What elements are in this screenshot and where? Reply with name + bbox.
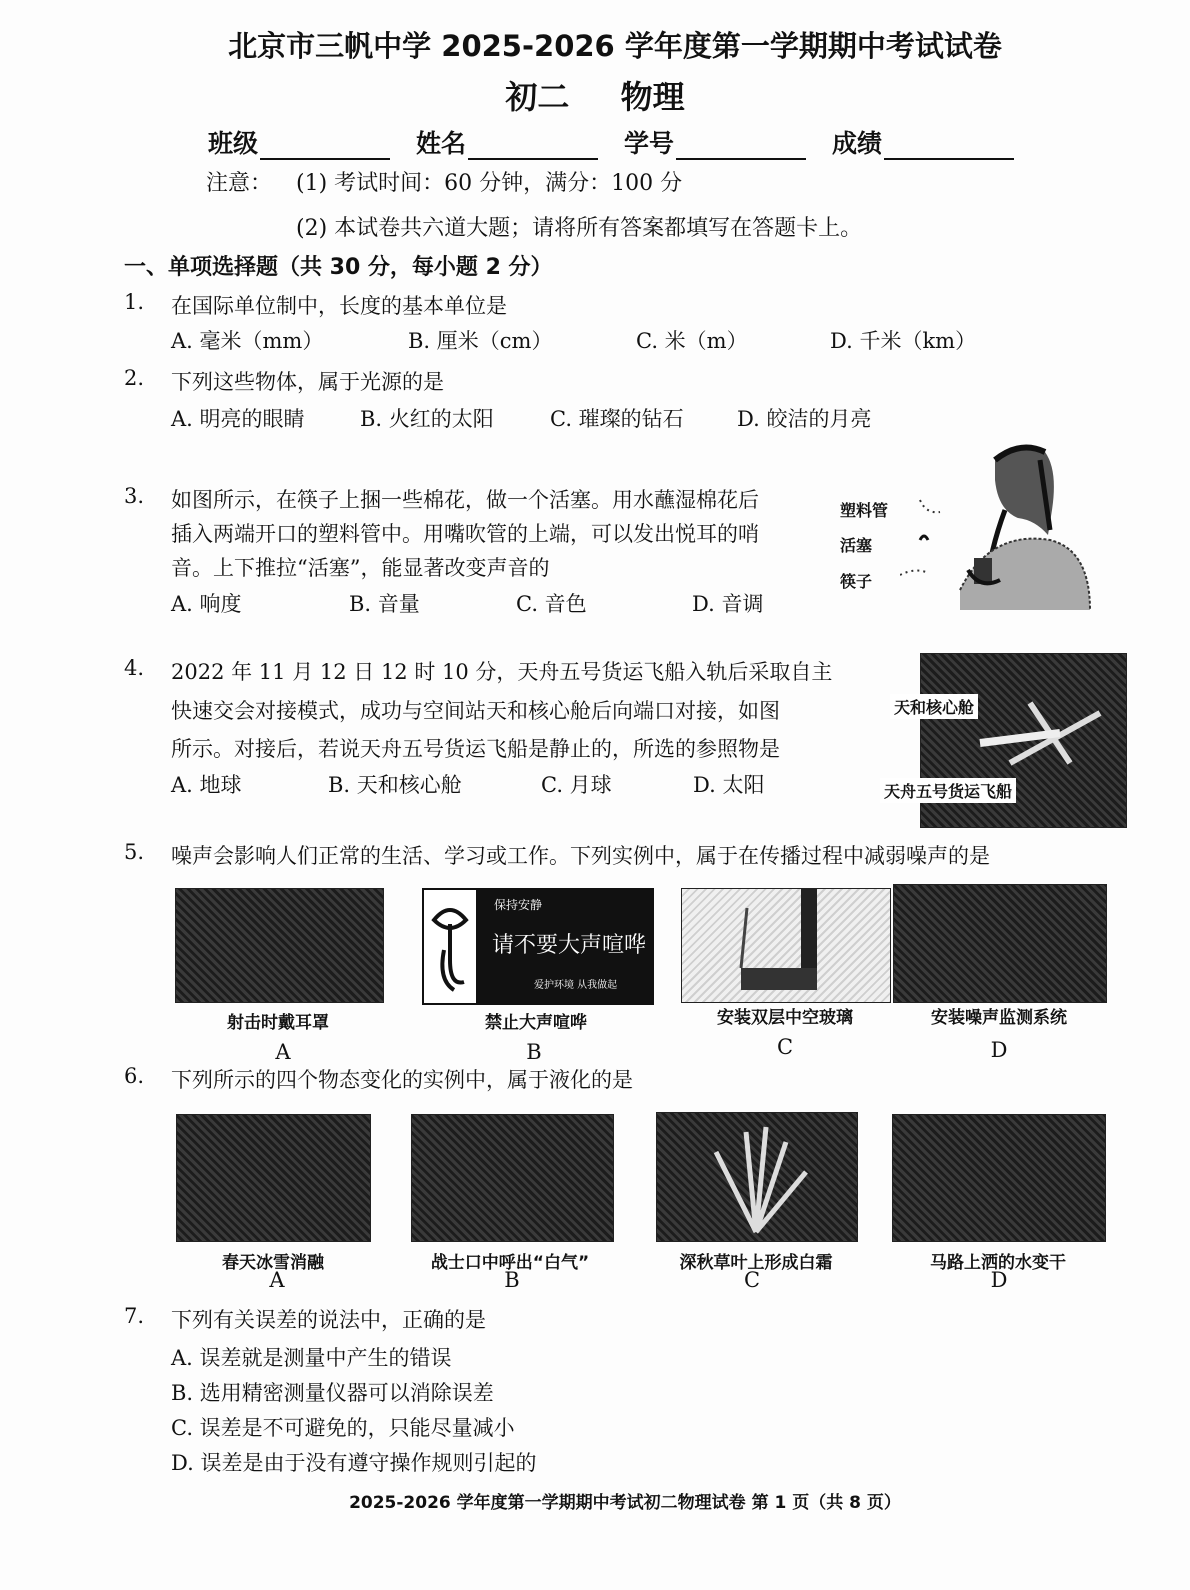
question-number: 5. xyxy=(124,840,145,864)
shooting-earmuffs-photo xyxy=(175,888,384,1003)
option-a[interactable]: A. 毫米（mm） xyxy=(171,329,324,353)
option-a[interactable]: A. 误差就是测量中产生的错误 xyxy=(171,1346,452,1370)
soldiers-breath-photo xyxy=(411,1114,614,1242)
option-a[interactable]: A. 响度 xyxy=(171,592,242,616)
score-field[interactable] xyxy=(832,124,1014,160)
question-stem: 下列所示的四个物态变化的实例中，属于液化的是 xyxy=(171,1068,633,1092)
image-caption: 马路上洒的水变干 xyxy=(930,1253,1066,1273)
question-number: 4. xyxy=(124,656,145,680)
score-label: 成绩 xyxy=(832,129,883,158)
image-letter: A xyxy=(275,1040,291,1064)
image-caption: 战士口中呼出“白气” xyxy=(430,1253,590,1273)
option-d[interactable]: D. 皎洁的月亮 xyxy=(737,407,872,431)
option-b[interactable]: B. 天和核心舱 xyxy=(328,773,462,797)
question-stem-line-2: 快速交会对接模式，成功与空间站天和核心舱后向端口对接，如图 xyxy=(171,699,780,723)
class-blank[interactable] xyxy=(260,136,390,160)
question-stem: 在国际单位制中，长度的基本单位是 xyxy=(171,294,507,318)
question-number: 6. xyxy=(124,1064,145,1088)
question-stem: 噪声会影响人们正常的生活、学习或工作。下列实例中，属于在传播过程中减弱噪声的是 xyxy=(171,844,990,868)
sign-top-text: 保持安静 xyxy=(494,898,543,912)
image-caption: 射击时戴耳罩 xyxy=(227,1013,329,1033)
image-letter: B xyxy=(504,1268,520,1292)
option-c[interactable]: C. 误差是不可避免的，只能尽量减小 xyxy=(171,1416,515,1440)
image-letter: D xyxy=(990,1038,1008,1062)
name-label: 姓名 xyxy=(416,129,467,158)
option-d[interactable]: D. 误差是由于没有遵守操作规则引起的 xyxy=(171,1451,537,1475)
student-id-field[interactable] xyxy=(624,124,806,160)
image-letter: A xyxy=(269,1268,285,1292)
image-caption: 禁止大声喧哗 xyxy=(485,1013,587,1033)
class-label: 班级 xyxy=(208,129,259,158)
option-a[interactable]: A. 明亮的眼睛 xyxy=(171,407,305,431)
section-title: 一、单项选择题（共 30 分，每小题 2 分） xyxy=(124,255,553,280)
grade-label: 初二 xyxy=(505,78,570,116)
name-field[interactable] xyxy=(416,124,598,160)
question-stem: 下列有关误差的说法中，正确的是 xyxy=(171,1308,486,1332)
figure-label-tianzhou: 天舟五号货运飞船 xyxy=(880,778,1016,803)
option-a[interactable]: A. 地球 xyxy=(171,773,242,797)
question-stem-line-3: 所示。对接后，若说天舟五号货运飞船是静止的，所选的参照物是 xyxy=(171,737,780,761)
figure-label-chopstick: 筷子 xyxy=(840,572,873,591)
exam-subtitle xyxy=(0,72,1190,118)
student-id-blank[interactable] xyxy=(676,136,806,160)
question-stem-line-2: 插入两端开口的塑料管中。用嘴吹管的上端，可以发出悦耳的哨 xyxy=(171,522,759,546)
score-blank[interactable] xyxy=(884,136,1014,160)
figure-label-tianhe: 天和核心舱 xyxy=(890,694,978,719)
image-caption: 安装双层中空玻璃 xyxy=(717,1008,853,1028)
image-letter: D xyxy=(990,1268,1008,1292)
option-d[interactable]: D. 千米（km） xyxy=(830,329,977,353)
option-c[interactable]: C. 月球 xyxy=(541,773,612,797)
option-b[interactable]: B. 厘米（cm） xyxy=(408,329,553,353)
question-stem-line-1: 2022 年 11 月 12 日 12 时 10 分，天舟五号货运飞船入轨后采取自主 xyxy=(171,660,833,684)
student-info-row xyxy=(208,124,1040,160)
figure-label-tube: 塑料管 xyxy=(840,501,889,520)
question-number: 1. xyxy=(124,290,145,314)
image-letter: C xyxy=(776,1035,794,1059)
question-number: 3. xyxy=(124,484,145,508)
option-c[interactable]: C. 璀璨的钻石 xyxy=(550,407,684,431)
figure-label-piston: 活塞 xyxy=(840,536,873,555)
subject-label: 物理 xyxy=(620,78,685,116)
sign-bottom-text: 爱护环境 从我做起 xyxy=(534,980,618,991)
option-c[interactable]: C. 音色 xyxy=(516,592,587,616)
option-b[interactable]: B. 火红的太阳 xyxy=(360,407,494,431)
image-caption: 春天冰雪消融 xyxy=(222,1253,324,1273)
quiet-sign-photo xyxy=(422,888,654,1005)
option-c[interactable]: C. 米（m） xyxy=(636,329,748,353)
question-number: 2. xyxy=(124,366,145,390)
water-truck-photo xyxy=(892,1114,1106,1242)
name-blank[interactable] xyxy=(468,136,598,160)
class-field[interactable] xyxy=(208,124,390,160)
lips-ear-icon xyxy=(424,890,476,1003)
sign-main-text: 请不要大声喧哗 xyxy=(492,933,647,958)
notes-label: 注意： xyxy=(206,171,273,196)
window-frame-graphic xyxy=(681,888,889,1001)
option-b[interactable]: B. 选用精密测量仪器可以消除误差 xyxy=(171,1381,494,1405)
option-d[interactable]: D. 太阳 xyxy=(693,773,765,797)
question-stem: 下列这些物体，属于光源的是 xyxy=(171,370,444,394)
noise-monitor-photo xyxy=(893,884,1107,1003)
exam-title: 北京市三帆中学 2025-2026 学年度第一学期期中考试试卷 xyxy=(228,29,1002,63)
image-caption: 安装噪声监测系统 xyxy=(931,1008,1067,1028)
grass-blades-graphic xyxy=(656,1112,856,1240)
question-stem-line-3: 音。上下推拉“活塞”，能显著改变声音的 xyxy=(171,556,550,580)
image-letter: B xyxy=(526,1040,542,1064)
image-caption: 深秋草叶上形成白霜 xyxy=(679,1253,833,1273)
person-playing-whistle-illustration xyxy=(900,440,1100,615)
option-d[interactable]: D. 音调 xyxy=(692,592,764,616)
sign-icon-panel xyxy=(424,890,476,1003)
melting-ice-photo xyxy=(176,1114,371,1242)
question-stem-line-1: 如图所示，在筷子上捆一些棉花，做一个活塞。用水蘸湿棉花后 xyxy=(171,488,759,512)
question-number: 7. xyxy=(124,1304,145,1328)
note-1: (1) 考试时间：60 分钟，满分：100 分 xyxy=(296,171,683,196)
image-letter: C xyxy=(743,1268,761,1292)
student-id-label: 学号 xyxy=(624,129,675,158)
option-b[interactable]: B. 音量 xyxy=(349,592,420,616)
page-footer: 2025-2026 学年度第一学期期中考试初二物理试卷 第 1 页（共 8 页） xyxy=(349,1493,901,1513)
note-2: (2) 本试卷共六道大题；请将所有答案都填写在答题卡上。 xyxy=(296,216,863,241)
